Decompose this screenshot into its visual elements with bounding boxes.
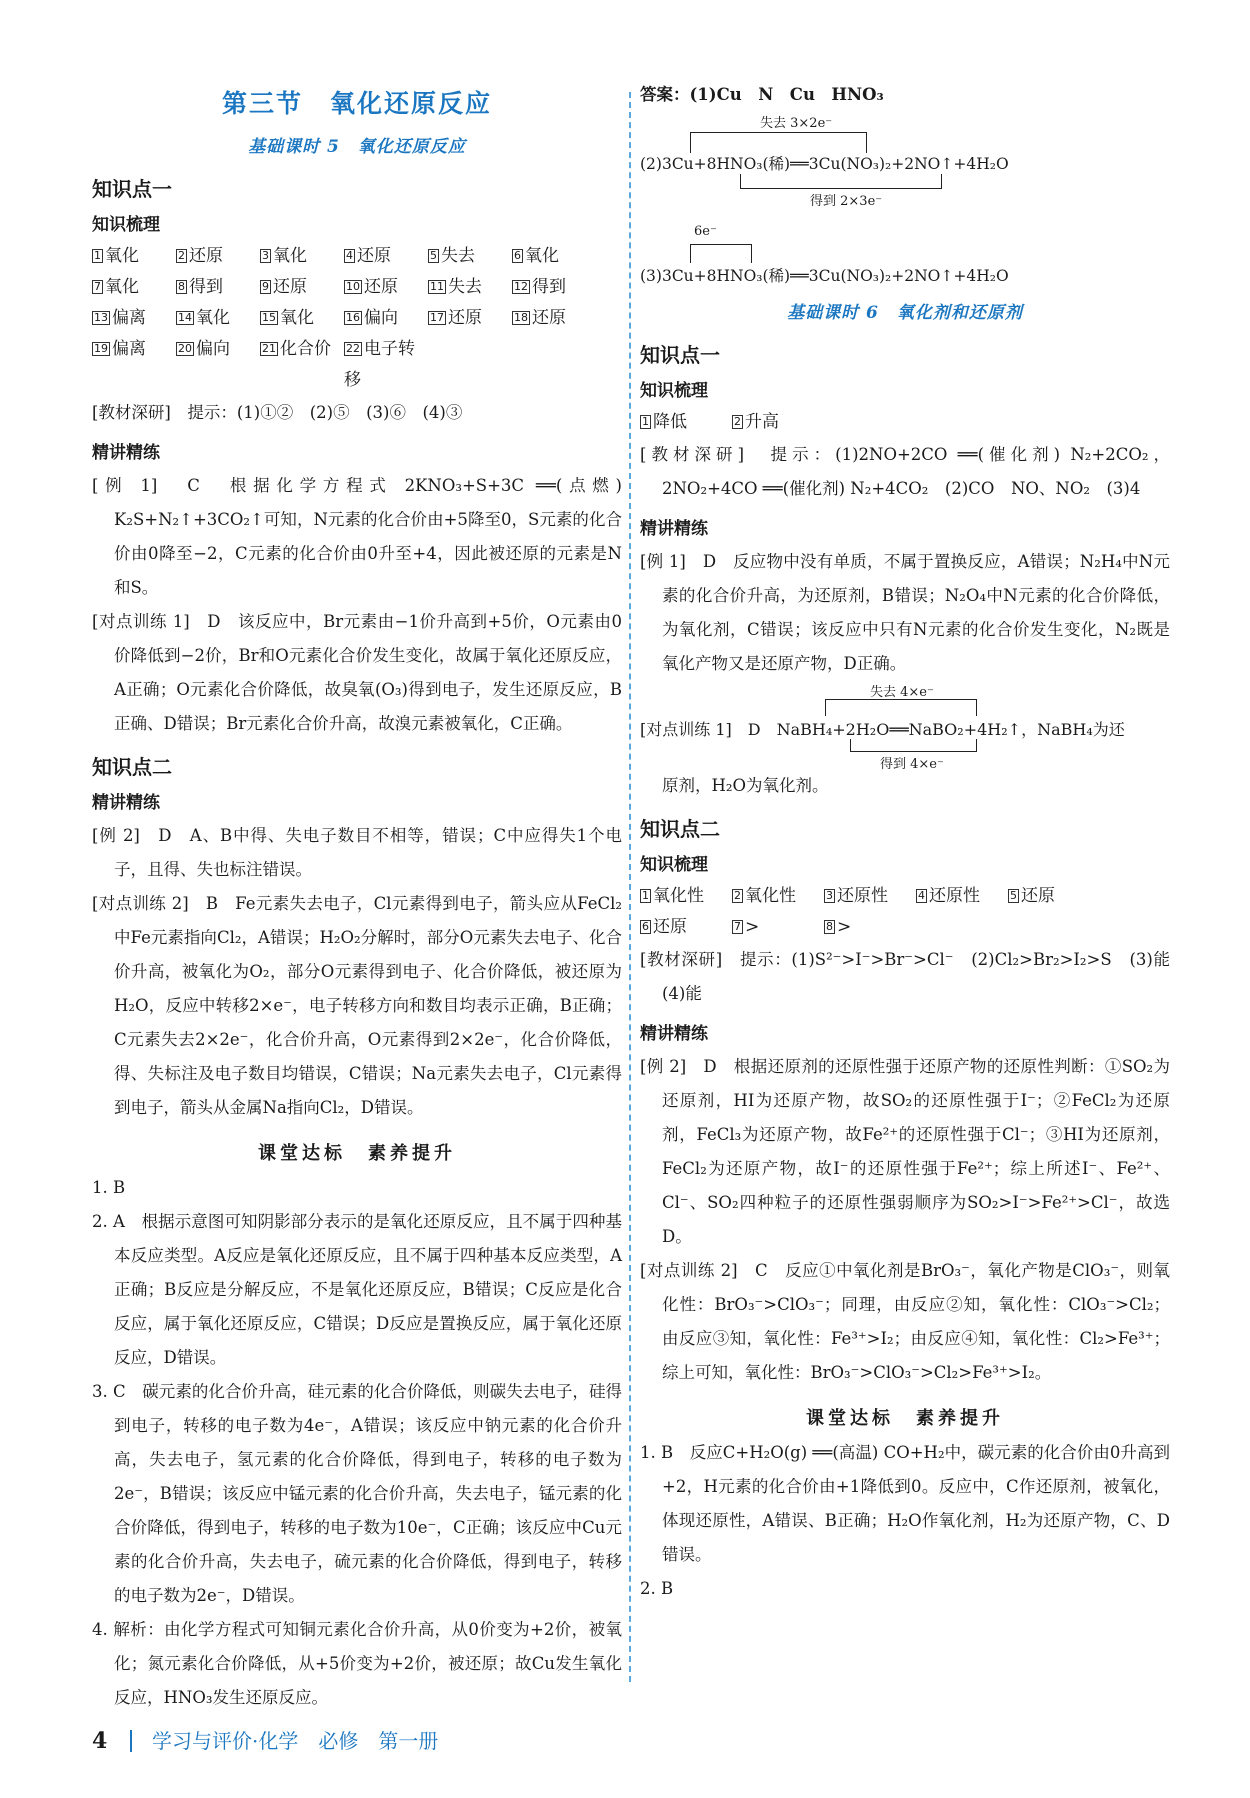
book-title: 学习与评价·化学 必修 第一册 (152, 1729, 439, 1753)
r-knowledge-summary-heading: 知识梳理 (640, 381, 708, 401)
number-box: 7 (734, 920, 741, 933)
grid-item-text: 得到 (189, 277, 223, 297)
number-box: 3 (826, 889, 833, 902)
grid-item-text: 还原 (357, 246, 391, 266)
r-answer-2: 2. B (640, 1579, 674, 1598)
eq3-label: 6e⁻ (694, 224, 717, 239)
eq4-tail: 原剂，H₂O为氧化剂。 (662, 776, 829, 795)
number-box: 19 (94, 342, 108, 355)
eq4-bottom-bracket (850, 739, 977, 752)
grid-item-text: 还原 (532, 308, 566, 328)
grid-item (176, 334, 260, 396)
number-box: 1 (642, 415, 649, 428)
grid-item (260, 241, 344, 272)
grid-item (1008, 881, 1100, 912)
number-box: 12 (514, 280, 528, 293)
textbook-study-note: [教材深研] 提示：(1)①② (2)⑤ (3)⑥ (4)③ (92, 403, 463, 422)
r-answer-grid-1 (640, 407, 1170, 438)
grid-item-text: 还原性 (929, 886, 980, 906)
number-box: 1 (642, 889, 649, 902)
grid-item (344, 241, 428, 272)
grid-item-text: 偏向 (196, 339, 230, 359)
r-example-1: [例 1] D 反应物中没有单质，不属于置换反应，A错误；N₂H₄中N元素的化合价升高，为还原剂，B错误；N₂O₄中N元素的化合价降低，为氧化剂，C错误；该反应中只有N元素的化合价发生变化，N₂既是氧化产物又是还原产物，D正确。 (640, 552, 1170, 673)
grid-item (92, 272, 176, 303)
grid-item (732, 912, 824, 943)
grid-item-text: 失去 (448, 277, 482, 297)
grid-item-text: 电子转移 (344, 339, 415, 390)
class-review-heading: 课堂达标 素养提升 (258, 1143, 456, 1164)
grid-item (824, 912, 916, 943)
practice-1: [对点训练 1] D 该反应中，Br元素由−1价升高到+5价，O元素由0价降低到−2价，Br和O元素化合价发生变化，故属于氧化还原反应，A正确；O元素化合价降低，故臭氧(O₃)得到电子，发生还原反应，B正确、D错误；Br元素化合价升高，故溴元素被氧化，C正确。 (92, 612, 622, 733)
page-number: 4 (92, 1728, 108, 1754)
number-box: 9 (262, 280, 269, 293)
practice-2: [对点训练 2] B Fe元素失去电子，Cl元素得到电子，箭头应从FeCl₂中Fe元素指向Cl₂，A错误；H₂O₂分解时，部分O元素失去电子、化合价升高，被氧化为O₂，部分O元素得到电子、化合价降低，被还原为H₂O，反应中转移2×e⁻，电子转移方向和数目均表示正确，B正确；C元素失去2×2e⁻，化合价升高，O元素得到2×2e⁻，化合价降低，得、失标注及电子数目均错误，C错误；Na元素失去电子，Cl元素得到电子，箭头从金属Na指向Cl₂，D错误。 (92, 894, 622, 1117)
number-box: 2 (178, 249, 185, 262)
number-box: 13 (94, 311, 108, 324)
number-box: 17 (430, 311, 444, 324)
answer-line: 答案：(1)Cu N Cu HNO₃ (640, 85, 884, 104)
number-box: 15 (262, 311, 276, 324)
number-box: 6 (642, 920, 649, 933)
eq2-formula: (2)3Cu+8HNO₃(稀)══3Cu(NO₃)₂+2NO↑+4H₂O (640, 155, 1009, 173)
grid-item (92, 334, 176, 396)
eq4-gain-label: 得到 4×e⁻ (880, 757, 944, 772)
grid-item (824, 881, 916, 912)
number-box: 5 (1010, 889, 1017, 902)
footer-divider (130, 1730, 132, 1752)
grid-item (176, 303, 260, 334)
r-knowledge-summary-heading-2: 知识梳理 (640, 855, 708, 875)
number-box: 22 (346, 342, 360, 355)
eq4-formula: [对点训练 1] D NaBH₄+2H₂O══NaBO₂+4H₂↑，NaBH₄为还 (640, 720, 1125, 739)
r-practice-heading-2: 精讲精练 (640, 1024, 708, 1044)
number-box: 2 (734, 415, 741, 428)
r-answer-1: 1. B 反应C+H₂O(g) ══(高温) CO+H₂中，碳元素的化合价由0升高到+2，H元素的化合价由+1降低到0。反应中，C作还原剂，被氧化，体现还原性，A错误、B正确；H₂O作氧化剂，H₂为还原产物，C、D错误。 (640, 1443, 1170, 1564)
number-box: 5 (430, 249, 437, 262)
grid-item-text: 还原 (189, 246, 223, 266)
answer-3: 3. C 碳元素的化合价升高，硅元素的化合价降低，则碳失去电子，硅得到电子，转移的电子数为4e⁻，A错误；该反应中钠元素的化合价升高，失去电子，氢元素的化合价降低，得到电子，转移的电子数为2e⁻，B错误；该反应中锰元素的化合价升高，失去电子，锰元素的化合价降低，得到电子，转移的电子数为10e⁻，C正确；该反应中Cu元素的化合价升高，失去电子，硫元素的化合价降低，得到电子，转移的电子数为2e⁻，D错误。 (92, 1382, 622, 1605)
grid-item (640, 407, 732, 438)
grid-item (512, 272, 596, 303)
page-footer (92, 1725, 438, 1754)
r-practice-heading: 精讲精练 (640, 519, 708, 539)
r-textbook-study-note: [教材深研] 提示：(1)2NO+2CO ══(催化剂) N₂+2CO₂，2NO₂+4CO ══(催化剂) N₂+4CO₂ (2)CO NO、NO₂ (3)4 (640, 445, 1170, 498)
eq3-formula: (3)3Cu+8HNO₃(稀)══3Cu(NO₃)₂+2NO↑+4H₂O (640, 267, 1009, 285)
number-box: 14 (178, 311, 192, 324)
grid-item-text: 偏离 (112, 308, 146, 328)
r-knowledge-point-1-heading: 知识点一 (640, 343, 720, 367)
column-divider (629, 92, 631, 1682)
grid-item (176, 272, 260, 303)
number-box: 10 (346, 280, 360, 293)
grid-item (260, 272, 344, 303)
grid-item (640, 881, 732, 912)
right-column (640, 78, 1187, 1606)
number-box: 1 (94, 249, 101, 262)
lesson-title-6: 基础课时 6 氧化剂和还原剂 (787, 303, 1023, 323)
example-2: [例 2] D A、B中得、失电子数目不相等，错误；C中应得失1个电子，且得、失也标注错误。 (92, 826, 622, 879)
grid-item-text: > (837, 917, 852, 937)
grid-item-text: 氧化性 (653, 886, 704, 906)
answer-1: 1. B (92, 1178, 126, 1197)
grid-item-text: 氧化 (280, 308, 314, 328)
eq2-bottom-bracket (740, 174, 942, 189)
r-answer-grid-2 (640, 881, 1170, 943)
grid-item (916, 881, 1008, 912)
grid-item (92, 241, 176, 272)
practice-heading-2: 精讲精练 (92, 793, 160, 813)
eq3-top-bracket (690, 244, 752, 263)
grid-item-text: 还原 (448, 308, 482, 328)
eq4-loss-label: 失去 4×e⁻ (870, 685, 934, 700)
grid-item-text: 氧化 (273, 246, 307, 266)
grid-item (344, 334, 428, 396)
grid-item (512, 241, 596, 272)
grid-item (732, 881, 824, 912)
knowledge-point-1-heading: 知识点一 (92, 177, 172, 201)
grid-item (428, 272, 512, 303)
lesson-title-5: 基础课时 5 氧化还原反应 (248, 137, 466, 157)
grid-item-text: 还原 (653, 917, 687, 937)
eq2-top-bracket (690, 132, 867, 153)
number-box: 8 (178, 280, 185, 293)
number-box: 7 (94, 280, 101, 293)
grid-item-text: 偏向 (364, 308, 398, 328)
grid-item-text: 偏离 (112, 339, 146, 359)
grid-item-text: 还原性 (837, 886, 888, 906)
number-box: 4 (346, 249, 353, 262)
number-box: 4 (918, 889, 925, 902)
equation-4-block (640, 681, 1170, 772)
grid-item (260, 334, 344, 396)
section-title: 第三节 氧化还原反应 (221, 89, 492, 118)
grid-item-text: 还原 (273, 277, 307, 297)
grid-item-text: 升高 (745, 412, 779, 432)
left-column (92, 78, 622, 1715)
grid-item-text: 得到 (532, 277, 566, 297)
grid-item-text: 氧化 (525, 246, 559, 266)
grid-item (176, 241, 260, 272)
grid-item (428, 303, 512, 334)
practice-heading: 精讲精练 (92, 443, 160, 463)
eq4-top-bracket (825, 699, 977, 716)
grid-item-text: 氧化性 (745, 886, 796, 906)
r-textbook-study-note-2: [教材深研] 提示：(1)S²⁻>I⁻>Br⁻>Cl⁻ (2)Cl₂>Br₂>I₂>S (3)能 (4)能 (640, 950, 1187, 1003)
grid-item (640, 912, 732, 943)
equation-3-block (640, 224, 1170, 294)
knowledge-point-2-heading: 知识点二 (92, 755, 172, 779)
equation-2-block (640, 112, 1170, 210)
number-box: 20 (178, 342, 192, 355)
grid-item (260, 303, 344, 334)
grid-item (344, 272, 428, 303)
r-class-review-heading: 课堂达标 素养提升 (806, 1408, 1004, 1429)
r-example-2: [例 2] D 根据还原剂的还原性强于还原产物的还原性判断：①SO₂为还原剂，HI为还原产物，故SO₂的还原性强于I⁻；②FeCl₂为还原剂，FeCl₃为还原产物，故Fe²⁺的还原性强于Cl⁻；③HI为还原剂，FeCl₂为还原产物，故I⁻的还原性强于Fe²⁺；综上所述I⁻、Fe²⁺、Cl⁻、SO₂四种粒子的还原性强弱顺序为SO₂>I⁻>Fe²⁺>Cl⁻，故选D。 (640, 1057, 1170, 1246)
example-1: [例 1] C 根据化学方程式 2KNO₃+S+3C ══(点燃) K₂S+N₂↑+3CO₂↑可知，N元素的化合价由+5降至0，S元素的化合价由0降至−2，C元素的化合价由0升至+4，因此被还原的元素是N和S。 (92, 476, 622, 597)
grid-item-text: 失去 (441, 246, 475, 266)
number-box: 21 (262, 342, 276, 355)
eq2-gain-label: 得到 2×3e⁻ (810, 194, 883, 209)
knowledge-summary-heading: 知识梳理 (92, 215, 160, 235)
grid-item-text: > (745, 917, 760, 937)
number-box: 6 (514, 249, 521, 262)
grid-item-text: 氧化 (105, 246, 139, 266)
answer-2: 2. A 根据示意图可知阴影部分表示的是氧化还原反应，且不属于四种基本反应类型。A反应是氧化还原反应，且不属于四种基本反应类型，A正确；B反应是分解反应，不是氧化还原反应，B错误；C反应是化合反应，属于氧化还原反应，C错误；D反应是置换反应，属于氧化还原反应，D错误。 (92, 1212, 622, 1367)
grid-item (92, 303, 176, 334)
r-knowledge-point-2-heading: 知识点二 (640, 817, 720, 841)
r-practice-2: [对点训练 2] C 反应①中氧化剂是BrO₃⁻，氧化产物是ClO₃⁻，则氧化性：BrO₃⁻>ClO₃⁻；同理，由反应②知，氧化性：ClO₃⁻>Cl₂；由反应③知，氧化性：Fe³⁺>I₂；由反应④知，氧化性：Cl₂>Fe³⁺；综上可知，氧化性：BrO₃⁻>ClO₃⁻>Cl₂>Fe³⁺>I₂。 (640, 1261, 1170, 1382)
grid-item (512, 303, 596, 334)
grid-item-text: 氧化 (196, 308, 230, 328)
number-box: 2 (734, 889, 741, 902)
grid-item-text: 氧化 (105, 277, 139, 297)
grid-item (732, 407, 824, 438)
grid-item-text: 化合价 (280, 339, 331, 359)
grid-item-text: 降低 (653, 412, 687, 432)
number-box: 8 (826, 920, 833, 933)
answer-grid (92, 241, 622, 396)
grid-item (344, 303, 428, 334)
grid-item-text: 还原 (364, 277, 398, 297)
eq2-loss-label: 失去 3×2e⁻ (760, 116, 833, 131)
grid-item (428, 241, 512, 272)
grid-item-text: 还原 (1021, 886, 1055, 906)
number-box: 3 (262, 249, 269, 262)
number-box: 18 (514, 311, 528, 324)
number-box: 16 (346, 311, 360, 324)
answer-4: 4. 解析：由化学方程式可知铜元素化合价升高，从0价变为+2价，被氧化；氮元素化合价降低，从+5价变为+2价，被还原；故Cu发生氧化反应，HNO₃发生还原反应。 (92, 1620, 622, 1707)
number-box: 11 (430, 280, 444, 293)
